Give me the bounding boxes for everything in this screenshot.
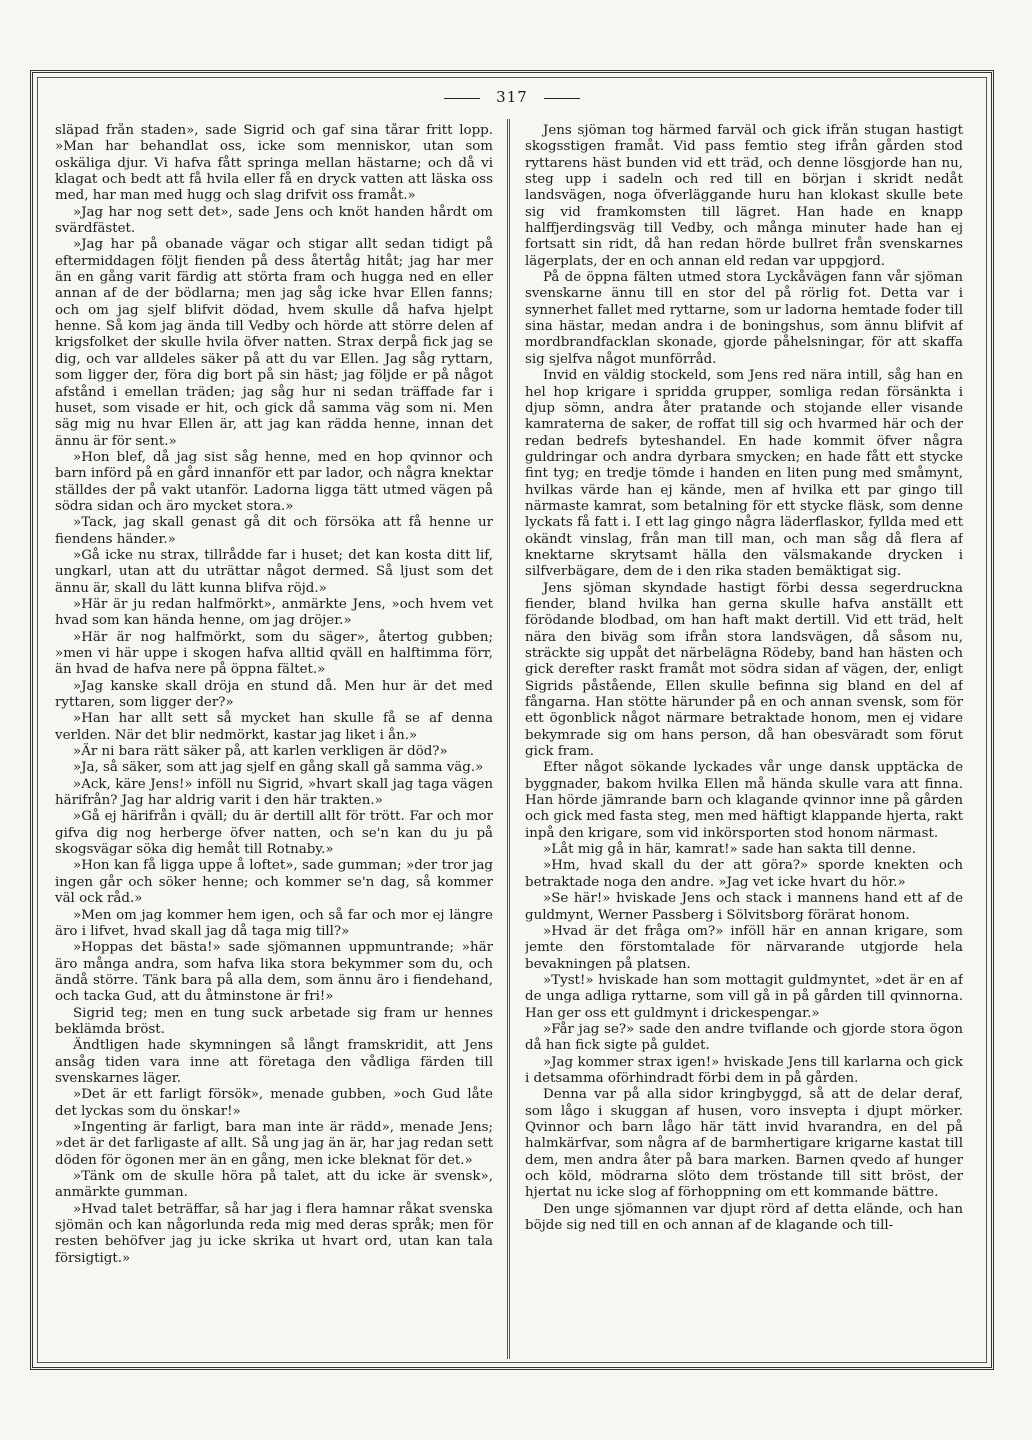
paragraph: »Jag har nog sett det», sade Jens och knöt handen hårdt om svärdfästet. [55,204,493,237]
column-divider [507,119,510,1359]
paragraph: »Är ni bara rätt säker på, att karlen verkligen är död?» [73,744,448,760]
paragraph: »Tyst!» hviskade han som mottagit guldmyntet, »det är en af de unga adliga ryttarne, som vill gå in på gården till qvinnorna. Han ger oss ett guldmynt i drickespengar.» [525,972,963,1021]
paragraph: »Här är nog halfmörkt, som du säger», återtog gubben; »men vi här uppe i skogen hafva alltid qväll en halftimma förr, än hvad de hafva nere på öppna fältet.» [55,629,493,678]
paragraph: »Får jag se?» sade den andre tviflande och gjorde stora ögon då han fick sigte på guldet. [525,1021,963,1054]
paragraph: »Ingenting är farligt, bara man inte är rädd», menade Jens; »det är det farligaste af allt. Så ung jag än är, har jag redan sett döden för ögonen mer än en gång, men icke bleknat för det.» [55,1119,493,1168]
paragraph: »Gå icke nu strax, tillrådde far i huset; det kan kosta ditt lif, ungkarl, utan att du uträttar något dermed. Så ljust som det ännu är, skall du lätt kunna blifva röjd.» [55,547,493,596]
paragraph: »Men om jag kommer hem igen, och så far och mor ej längre äro i lifvet, hvad skall jag då taga mig till?» [55,907,493,939]
paragraph: »Hon kan få ligga uppe å loftet», sade gumman; »der tror jag ingen går och söker henne; och kommer se'n dag, så kommer väl ock råd.» [55,858,493,907]
paragraph: »Han har allt sett så mycket han skulle få se af denna verlden. När det blir nedmörkt, kastar jag liket i ån.» [55,711,493,743]
paragraph: »Tänk om de skulle höra på talet, att du icke är svensk», anmärkte gumman. [55,1169,493,1201]
paragraph: »Tack, jag skall genast gå dit och försöka att få henne ur fiendens händer.» [55,515,493,547]
paragraph: »Ja, så säker, som att jag sjelf en gång skall gå samma väg.» [73,760,484,776]
paragraph: Jens sjöman tog härmed farväl och gick ifrån stugan hastigt skogsstigen framåt. Vid pass femtio steg ifrån gården stod ryttarens häst bunden vid ett träd, och denne lösgjorde han nu, steg upp i sadeln och red till en början i skridt nedåt landsvägen, noga öfverläggande huru han klokast skulle bete sig vid framkomsten till lägret. Han hade en knapp halffjerdingsväg till Vedby, och många minuter hade han ej fortsatt sin ridt, då han redan hörde bullret från svenskarnes lägerplats, der en och annan eld redan var uppgjord. [525,123,963,269]
paragraph: »Ack, käre Jens!» inföll nu Sigrid, »hvart skall jag taga vägen härifrån? Jag har aldrig varit i den här trakten.» [55,776,493,809]
paragraph: På de öppna fälten utmed stora Lyckåvägen fann vår sjöman svenskarne ännu till en stor del på rörlig fot. Detta var i synnerhet fallet med ryttarne, som ur ladorna hemtade foder till sina hästar, medan andra i de boningshus, som ännu blifvit af mordbrandfacklan skonade, gjorde påhelsningar, för att skaffa sig sjelfva något munförråd. [525,270,963,367]
paragraph: »Hm, hvad skall du der att göra?» sporde knekten och betraktade noga den andre. »Jag vet icke hvart du hör.» [525,858,963,890]
paragraph: »Hon blef, då jag sist såg henne, med en hop qvinnor och barn införd på en gård innanför ett par lador, och några knektar ställdes der på vakt utanför. Ladorna ligga tätt utmed vägen på södra sidan och äro mycket stora.» [55,449,493,514]
paragraph: Invid en väldig stockeld, som Jens red nära intill, såg han en hel hop krigare i spridda grupper, somliga redan försänkta i djup sömn, andra åter pratande och stojande eller visande kamraterna de saker, de roffat till sig och hvarmed här och der redan bedrefs byteshandel. En hade kommit öfver några guldringar och andra dyrbara smycken; en hade fått ett stycke fint tyg; en tredje tömde i handen en liten pung med småmynt, hvilkas värde han ej kände, men af hvilka ett par gingo till närmaste kamrat, som betalning för ett stycke fläsk, som denne lyckats få fatt i. I ett lag gingo några läderflaskor, fyllda med ett okändt vinslag, från man till man, och man såg då flera af knektarne skrytsamt hälla den välsmakande drycken i silfverbägare, dem de i den rika staden bemäktigat sig. [525,368,963,580]
paragraph: »Hvad är det fråga om?» inföll här en annan krigare, som jemte den förstomtalade för närvarande utgjorde hela bevakningen på platsen. [525,923,963,972]
paragraph: »Gå ej härifrån i qväll; du är dertill allt för trött. Far och mor gifva dig nog herberge öfver natten, och se'n kan du ju på skogsvägar söka dig hemåt till Rotnaby.» [55,809,493,858]
right-column [525,123,963,1355]
paragraph: Denna var på alla sidor kringbyggd, så att de delar deraf, som lågo i skuggan af husen, voro insvepta i djupt mörker. Qvinnor och barn lågo här tätt invid hvarandra, en del på halmkärfvar, som några af de barmhertigare krigarne kastat till dem, men andra åter på bara marken. Barnen qvedo af hunger och köld, mödrarna slöto dem tröstande till sitt bröst, der hjertat nu icke slog af förhoppning om ett kommande bättre. [525,1087,963,1201]
paragraph: »Se här!» hviskade Jens och stack i mannens hand ett af de guldmynt, Werner Passberg i Sölvitsborg förärat honom. [525,891,963,923]
paragraph: släpad från staden», sade Sigrid och gaf sina tårar fritt lopp. »Man har behandlat oss, icke som menniskor, utan som oskäliga djur. Vi hafva fått springa mellan hästarne; och då vi klagat och bedt att få hvila eller få en dryck vatten att läska oss med, har man med hugg och slag drifvit oss framåt.» [55,123,493,204]
paragraph: »Här är ju redan halfmörkt», anmärkte Jens, »och hvem vet hvad som kan hända henne, om jag dröjer.» [55,596,493,629]
paragraph: »Det är ett farligt försök», menade gubben, »och Gud låte det lyckas som du önskar!» [55,1087,493,1119]
paragraph: »Hoppas det bästa!» sade sjömannen uppmuntrande; »här äro många andra, som hafva lika stora bekymmer som du, och ändå större. Tänk bara på alla dem, som ännu äro i fiendehand, och tacka Gud, att du åtminstone är fri!» [55,940,493,1005]
paragraph: Efter något sökande lyckades vår unge dansk upptäcka de byggnader, bakom hvilka Ellen må hända skulle vara att finna. Han hörde jämrande barn och klagande qvinnor inne på gården och gick med fasta steg, men med häftigt klappande hjerta, rakt inpå den krigare, som vid inkörsporten stod honom närmast. [525,760,963,841]
paragraph: »Hvad talet beträffar, så har jag i flera hamnar råkat svenska sjömän och kan någorlunda reda mig med deras språk; men för resten behöfver jag ju icke skrika ut hvart ord, utan kan tala försigtigt.» [55,1201,493,1266]
paragraph: Ändtligen hade skymningen så långt framskridit, att Jens ansåg tiden vara inne att företaga den vådliga färden till svenskarnes läger. [55,1038,493,1086]
paragraph: Den unge sjömannen var djupt rörd af detta elände, och han böjde sig ned till en och annan af de klagande och till- [525,1201,963,1234]
paragraph: Jens sjöman skyndade hastigt förbi dessa segerdruckna fiender, bland hvilka han gerna skulle hafva anställt ett förödande blodbad, om han haft makt dertill. Vid ett träd, helt nära den biväg som ifrån stora landsvägen, då såsom nu, sträckte sig uppåt det närbelägna Rödeby, band han hästen och gick derefter raskt framåt mot södra sidan af vägen, der, enligt Sigrids påstående, Ellen skulle befinna sig bland en del af fångarna. Han stötte härunder på en och annan svensk, som för ett ögonblick något närmare betraktade honom, men ej vidare bekymrade sig om hans person, då han obesväradt som förut gick fram. [525,580,963,760]
header-dash-left [444,98,480,99]
page-frame [30,70,994,1370]
left-column [55,123,493,1355]
paragraph: Sigrid teg; men en tung suck arbetade sig fram ur hennes beklämda bröst. [55,1005,493,1037]
paragraph: »Jag har på obanade vägar och stigar allt sedan tidigt på eftermiddagen följt fienden på dess återtåg hitåt; jag har mer än en gång varit färdig att störta fram och hugga ned en eller annan af de der bödlarna; men jag såg icke hvar Ellen fanns; och om jag sjelf blifvit dödad, hvem skulle då hafva hjelpt henne. Så kom jag ända till Vedby och hörde att större delen af krigsfolket der skulle hvila öfver natten. Strax derpå fick jag se dig, och var alldeles säker på att du var Ellen. Jag såg ryttarn, som ligger der, föra dig bort på sin häst; jag följde er på något afstånd i emellan träden; jag såg hur ni sedan träffade far i huset, som visade er hit, och gick då samma väg som ni. Men säg mig nu hvar Ellen är, att jag kan rädda henne, innan det ännu är för sent.» [55,237,493,449]
page-header [33,88,991,108]
page-number: 317 [496,88,528,106]
header-dash-right [544,98,580,99]
paragraph: »Jag kanske skall dröja en stund då. Men hur är det med ryttaren, som ligger der?» [55,678,493,711]
paragraph: »Jag kommer strax igen!» hviskade Jens till karlarna och gick i detsamma oförhindradt förbi dem in på gården. [525,1054,963,1086]
paragraph: »Låt mig gå in här, kamrat!» sade han sakta till denne. [543,842,917,858]
